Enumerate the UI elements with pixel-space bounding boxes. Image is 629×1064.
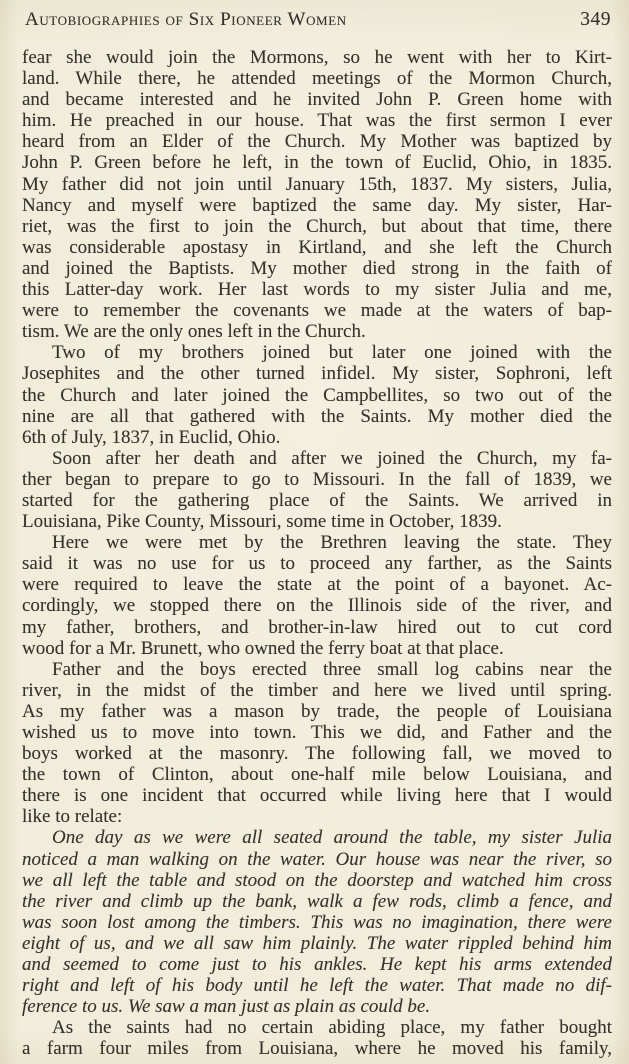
text-line: heard from an Elder of the Church. My Mother was baptized by <box>22 131 612 153</box>
text-line: my father, brothers, and brother-in-law hired out to cut cord <box>22 616 612 638</box>
text-line: was soon lost among the timbers. This was no imagination, there were <box>22 911 612 933</box>
text-line: One day as we were all seated around the table, my sister Julia <box>52 827 612 849</box>
text-line: ther began to prepare to go to Missouri. In the fall of 1839, we <box>22 468 612 490</box>
text-line: we all left the table and stood on the doorstep and watched him cross <box>22 869 612 891</box>
text-line: riet, was the first to join the Church, but about that time, there <box>22 215 612 237</box>
text-line: eight of us, and we all saw him plainly. The water rippled behind him <box>22 932 612 954</box>
paragraph <box>22 659 612 828</box>
text-line: right and left of his body until he left the water. That made no dif- <box>22 975 612 997</box>
text-line: and seemed to come just to his ankles. He kept his arms extended <box>22 954 612 976</box>
text-line: ference to us. We saw a man just as plain as could be. <box>22 996 431 1018</box>
paragraph <box>22 532 612 659</box>
text-line: Nancy and myself were baptized the same day. My sister, Har- <box>22 194 612 216</box>
text-line: were to remember the covenants we made at the waters of bap- <box>22 300 612 322</box>
text-line: and became interested and he invited John P. Green home with <box>22 89 612 111</box>
text-line: him. He preached in our house. That was the first sermon I ever <box>22 110 612 132</box>
text-line: river, in the midst of the timber and here we lived until spring. <box>22 679 612 701</box>
text-line: Josephites and the other turned infidel. My sister, Sophroni, left <box>22 363 612 385</box>
page-number: 349 <box>580 9 611 30</box>
paragraph <box>22 342 612 447</box>
text-line: 6th of July, 1837, in Euclid, Ohio. <box>22 426 281 448</box>
text-line: said it was no use for us to proceed any farther, as the Saints <box>22 553 612 575</box>
text-line: noticed a man walking on the water. Our house was near the river, so <box>22 848 612 870</box>
text-line: Father and the boys erected three small log cabins near the <box>52 658 612 680</box>
text-line: Soon after her death and after we joined the Church, my fa- <box>52 447 612 469</box>
text-line: like to relate: <box>22 806 123 828</box>
text-line: the Church and later joined the Campbellites, so two out of the <box>22 384 612 406</box>
running-title: Autobiographies of Six Pioneer Women <box>25 9 347 30</box>
text-line: fear she would join the Mormons, so he went with her to Kirt- <box>22 47 612 68</box>
text-line: boys worked at the masonry. The following fall, we moved to <box>22 743 612 765</box>
text-line: was considerable apostasy in Kirtland, and she left the Church <box>22 236 612 258</box>
paragraph <box>22 47 612 342</box>
text-line: a farm four miles from Louisiana, where he moved his family, <box>22 1038 612 1060</box>
text-line: the river and climb up the bank, walk a few rods, climb a fence, and <box>22 890 612 912</box>
text-line: land. While there, he attended meetings of the Mormon Church, <box>22 68 612 90</box>
text-line: this Latter-day work. Her last words to my sister Julia and me, <box>22 279 612 301</box>
text-line: and joined the Baptists. My mother died strong in the faith of <box>22 257 612 279</box>
text-line: the town of Clinton, about one-half mile below Louisiana, and <box>22 764 612 786</box>
text-line: My father did not join until January 15th, 1837. My sisters, Julia, <box>22 173 612 195</box>
text-line: wished us to move into town. This we did, and Father and the <box>22 722 612 743</box>
text-line: As my father was a mason by trade, the people of Louisiana <box>22 700 612 722</box>
paragraph <box>22 1017 612 1059</box>
text-line: Louisiana, Pike County, Missouri, some time in October, 1839. <box>22 511 502 533</box>
text-line: cordingly, we stopped there on the Illinois side of the river, and <box>22 595 612 617</box>
text-line: As the saints had no certain abiding place, my father bought <box>52 1017 612 1039</box>
text-line: Two of my brothers joined but later one joined with the <box>52 342 612 364</box>
text-line: tism. We are the only ones left in the Church. <box>22 321 366 343</box>
running-header <box>25 9 611 31</box>
text-line: wood for a Mr. Brunett, who owned the ferry boat at that place. <box>22 637 504 659</box>
text-line: there is one incident that occurred while living here that I would <box>22 785 612 807</box>
text-line: John P. Green before he left, in the town of Euclid, Ohio, in 1835. <box>22 152 612 174</box>
text-line: were required to leave the state at the point of a bayonet. Ac- <box>22 574 612 596</box>
text-line: started for the gathering place of the Saints. We arrived in <box>22 489 612 511</box>
paragraph <box>22 448 612 532</box>
text-line: Here we were met by the Brethren leaving the state. They <box>52 532 612 554</box>
page-body <box>22 47 612 1060</box>
paragraph <box>22 827 612 1017</box>
text-line: nine are all that gathered with the Saints. My mother died the <box>22 405 612 427</box>
